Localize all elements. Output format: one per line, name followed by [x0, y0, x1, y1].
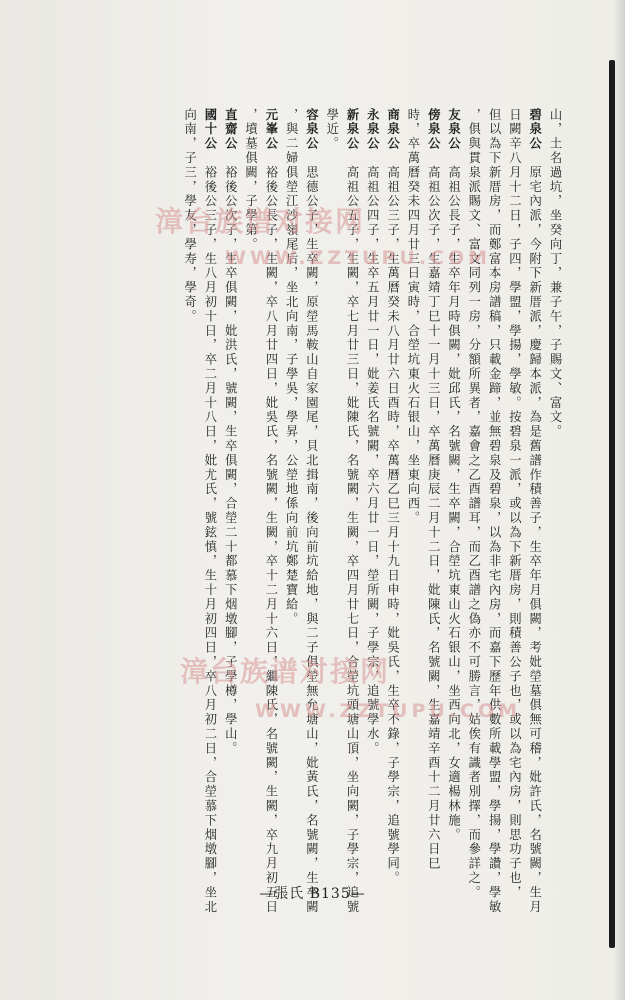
- entry-heading: 元峯公: [263, 108, 279, 152]
- entry-text: 裕後公長子，生闕，卒八月廿四日，妣吳氏，名號闕，生闕，卒十二月十六日，繼陳氏，名號闕，生闕，卒九月初五日: [263, 165, 278, 915]
- entry-text: 高祖公長子，生卒年月時俱闕，妣邱氏，名號闕，生卒闕，合塋坑東山火石银山，坐西向北，女適楊林施。: [446, 165, 461, 843]
- text-column: [504, 108, 524, 900]
- entry-heading: 直齋公: [223, 108, 239, 152]
- watermark-url-bottom: WWW.ZZTUPU.COM: [255, 700, 522, 722]
- entry-text: 高祖公四子，生卒五月廿一日，妣姜氏名號闕，卒六月廿一日，塋所闕，子學宗，追號學水。: [365, 165, 380, 757]
- text-column: [342, 108, 362, 915]
- text-column: [545, 108, 565, 878]
- entry-text: 裕後公次子，生卒俱闕，妣洪氏，號闕，生卒俱闕，合塋二十都慕下烟墩腳，子學樽，學山。: [223, 165, 238, 757]
- text-column: [403, 108, 423, 878]
- watermark-title-top: 漳台族谱对接网: [155, 205, 366, 238]
- text-column: [464, 108, 484, 900]
- entry-heading: 新泉公: [345, 108, 361, 152]
- text-column: [362, 108, 382, 878]
- entry-text: 學近。: [324, 108, 339, 152]
- entry-heading: 友泉公: [446, 108, 462, 152]
- watermark-title-bottom: 漳台族谱对接网: [180, 655, 391, 688]
- entry-text: 高祖公次子，生嘉靖丁巳十一月十三日，卒萬曆庚辰二月十二日，妣陳氏，名號闕，生嘉靖辛酉十二月廿六日巳: [426, 165, 441, 872]
- entry-heading: 傍泉公: [426, 108, 442, 152]
- entry-text: 向南，子三，學友，學寿，學奇。: [182, 108, 197, 324]
- text-column: [281, 108, 301, 878]
- text-column: [261, 108, 281, 915]
- watermark-url-top: WWW.ZZTUPU.COM: [225, 247, 492, 269]
- text-column: [179, 108, 199, 878]
- entry-text: 山，土名過坑，坐癸向丁，兼子午，子賜文、富文。: [548, 108, 562, 440]
- entry-heading: 國十公: [202, 108, 218, 152]
- entry-heading: 永泉公: [365, 108, 381, 152]
- entry-heading: 碧泉公: [527, 108, 543, 152]
- entry-text: 裕後公三子，生八月初十日，卒二月十八日，妣尤氏，號鉉慎，生十月初四日，卒八月初二日，合塋慕下烟墩腳，坐北: [202, 165, 217, 915]
- text-column: [382, 108, 402, 886]
- entry-text: 原宅內派，今附下新厝派，慶歸本派，為是舊譜作積善子，生卒年月俱闕，考妣塋墓俱無可稽，妣許氏，名號闕，生月: [527, 165, 542, 915]
- text-column: [301, 108, 321, 915]
- entry-text: 時，卒萬曆癸未四月廿三日寅時，合塋坑東火石银山，坐東向西。: [405, 108, 420, 526]
- text-column: [524, 108, 544, 915]
- entry-text: 但以為下新厝房，而鄭富本房譜稿，只載金蹄，並無碧泉及碧泉，以為非宅內房，而嘉下歷年供數所載學盟，學揚，學讚，學敏: [487, 108, 502, 915]
- entry-text: ，墳墓俱闕，子學第。: [243, 108, 258, 252]
- text-column: [220, 108, 240, 878]
- text-column: [321, 108, 341, 878]
- entry-heading: 容泉公: [304, 108, 320, 152]
- entry-heading: 商泉公: [385, 108, 401, 152]
- entry-text: 思德公子，生卒闕，原塋馬鞍山自家園尾，貝北揖南，後向前坑給地，與二子俱塋無允塘山，妣黃氏，名號闕，生卒闕: [304, 165, 319, 915]
- entry-text: 高祖公三子，生萬曆癸未八月廿六日酉時，卒萬曆乙巳三月十九日申時，妣吳氏，生卒不錄，子學宗，追號學同。: [385, 165, 400, 886]
- text-column: [200, 108, 220, 915]
- page-number-footer: —張氏 B135—: [259, 886, 366, 902]
- text-column: [484, 108, 504, 915]
- entry-text: 日闕辛八月十二日，子四，學盟，學揚，學敏。按碧泉一派，或以為下新厝房，則積善公子也，或以為宅內房，則思功子也，: [507, 108, 522, 900]
- book-spine-edge: [609, 60, 615, 948]
- text-column: [240, 108, 260, 878]
- entry-text: 高祖公五子，生闕，卒七月廿三日，妣陳氏，名號闕，生闕，卒四月廿七日，合塋坑頭塘山頂，坐向闕，子學宗，追號: [345, 165, 360, 915]
- entry-text: ，俱與貫泉派賜文、富文同列一房，分額所異者，嘉會之乙酉譜耳，而乙酉譜之偽亦不可勝言，姑俟有識者別擇，而參詳之。: [466, 108, 481, 900]
- text-column: [423, 108, 443, 878]
- text-column: [443, 108, 463, 878]
- entry-text: ，與二婦俱塋江沙嶺尾后，坐北向南，子學吳，學昇，公塋地係向前坑鄭楚寶給。: [284, 108, 299, 627]
